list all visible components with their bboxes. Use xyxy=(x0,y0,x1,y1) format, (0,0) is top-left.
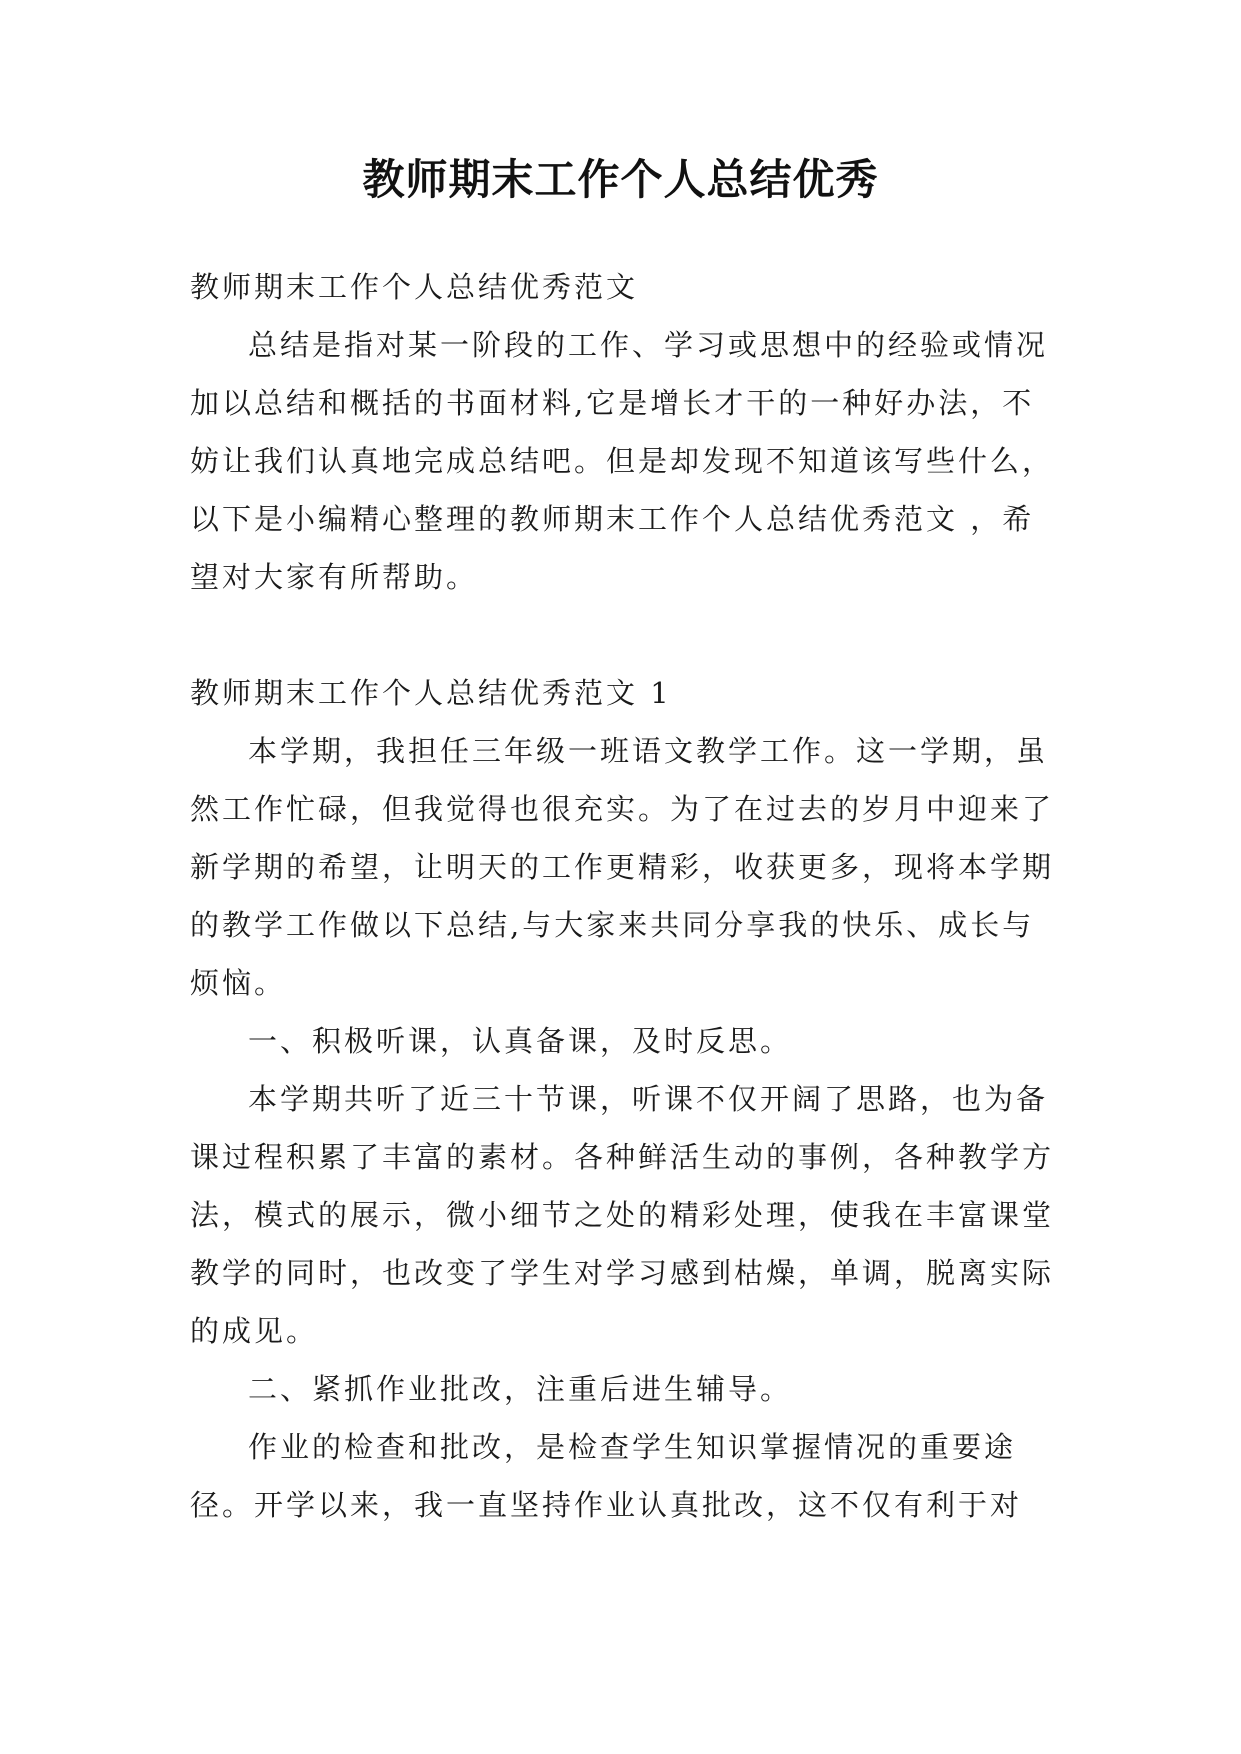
document-title: 教师期末工作个人总结优秀 xyxy=(362,155,879,204)
section1-point-2: 二、紧抓作业批改，注重后进生辅导。 xyxy=(248,1372,793,1406)
section1-paragraph-3: 作业的检查和批改，是检查学生知识掌握情况的重要途径。开学以来，我一直坚持作业认真批改，这不仅有利于对 xyxy=(190,1430,1023,1522)
section1-point-1: 一、积极听课，认真备课，及时反思。 xyxy=(248,1024,793,1058)
paragraph-spacer xyxy=(190,606,1060,664)
section1-paragraph-2: 本学期共听了近三十节课，听课不仅开阔了思路，也为备课过程积累了丰富的素材。各种鲜活生动的事例，各种教学方法，模式的展示，微小细节之处的精彩处理，使我在丰富课堂教学的同时，也改变了学生对学习感到枯燥，单调，脱离实际的成见。 xyxy=(190,1082,1055,1348)
section1-paragraph-1: 本学期，我担任三年级一班语文教学工作。这一学期，虽然工作忙碌，但我觉得也很充实。为了在过去的岁月中迎来了新学期的希望，让明天的工作更精彩，收获更多，现将本学期的教学工作做以下总结,与大家来共同分享我的快乐、成长与烦恼。 xyxy=(190,734,1055,1000)
intro-heading: 教师期末工作个人总结优秀范文 xyxy=(190,270,639,304)
intro-paragraph: 总结是指对某一阶段的工作、学习或思想中的经验或情况加以总结和概括的书面材料,它是增长才干的一种好办法，不妨让我们认真地完成总结吧。但是却发现不知道该写些什么，以下是小编精心整理的教师期末工作个人总结优秀范文 ，希望对大家有所帮助。 xyxy=(190,328,1055,594)
section1-heading: 教师期末工作个人总结优秀范文 1 xyxy=(190,676,672,710)
document-body xyxy=(190,258,1060,1534)
